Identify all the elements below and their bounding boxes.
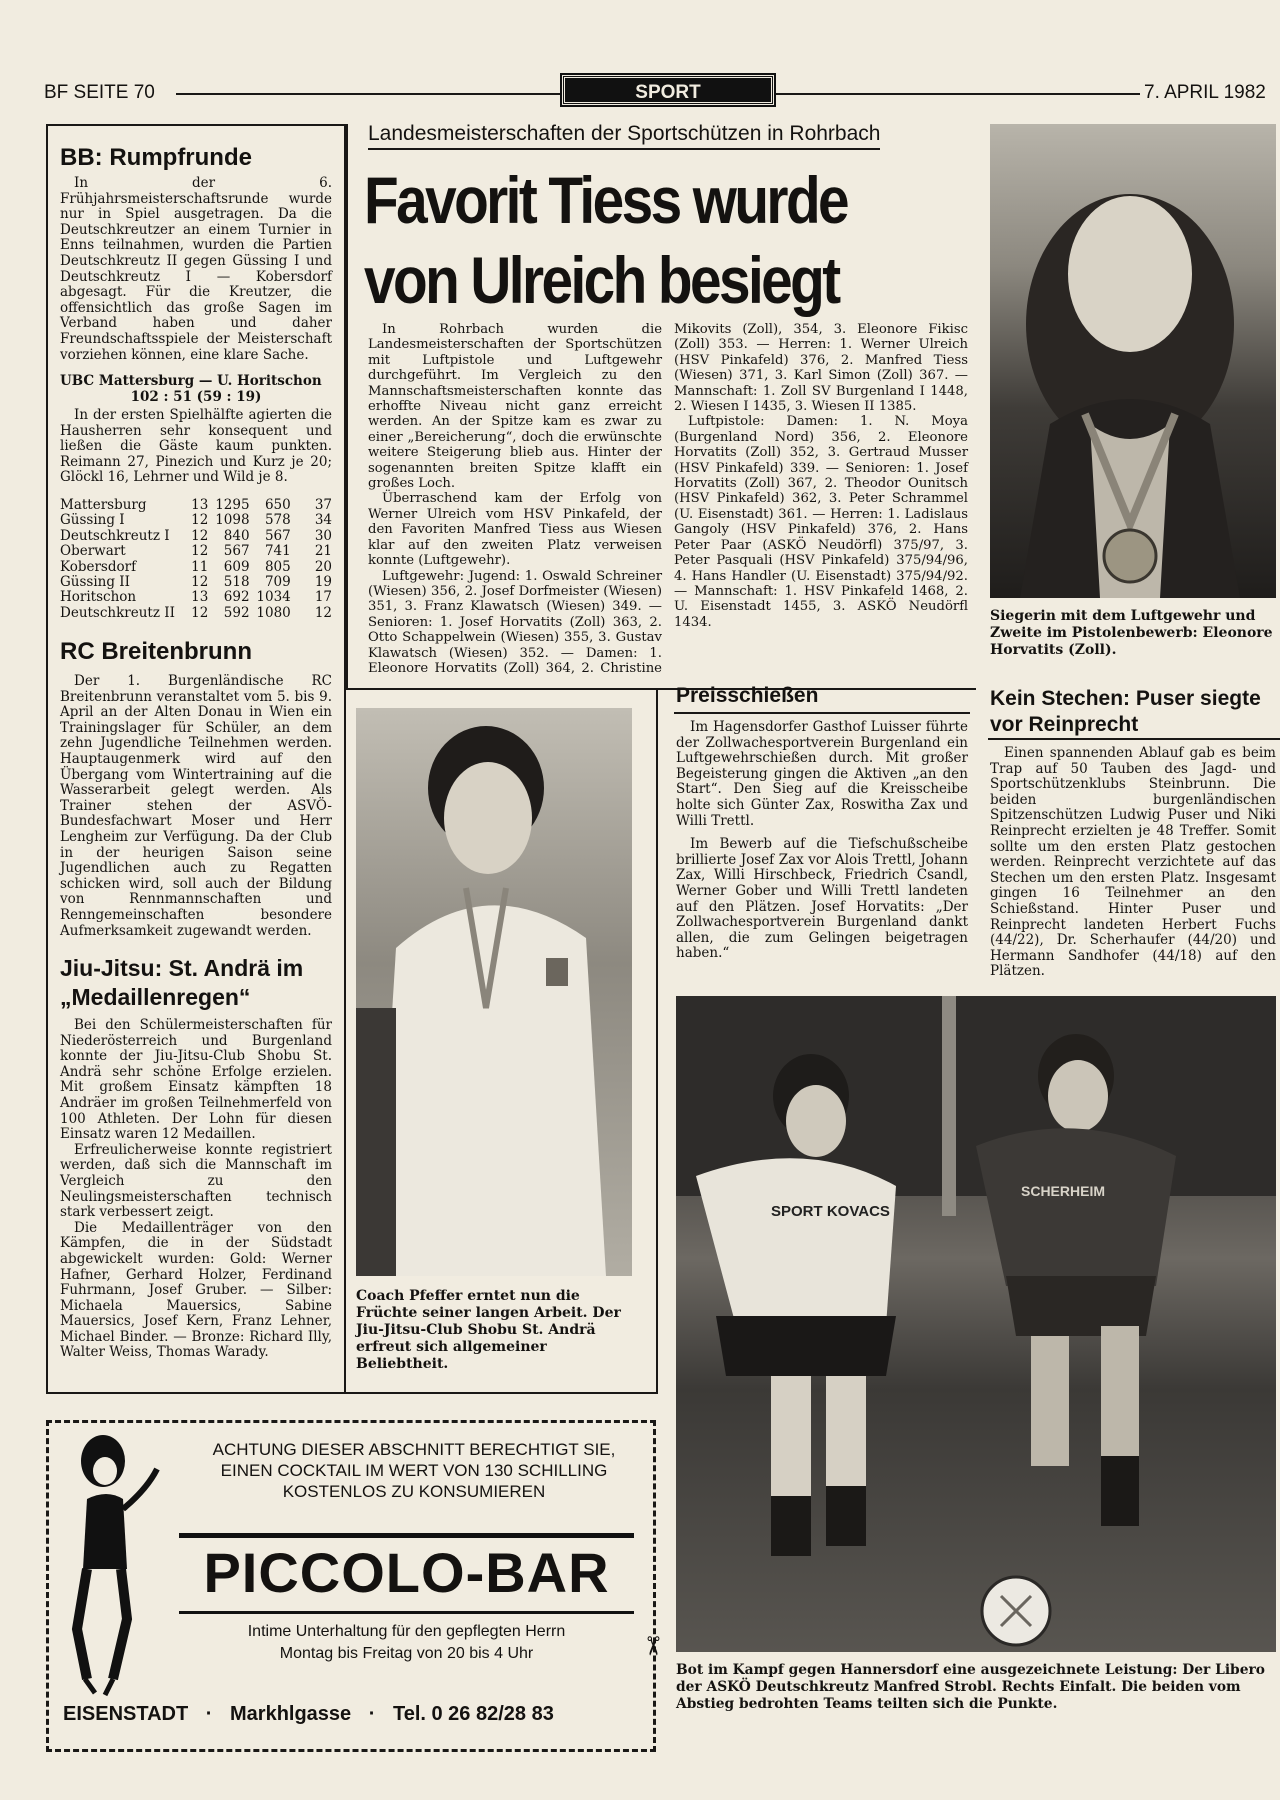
main-paragraph-2: Überraschend kam der Erfolg von Werner Ulreich vom HSV Pinkafeld, der den Favoriten Manfred Tiess aus Wiesen klar auf den zweiten Platz verweisen konnte (Luftgewehr). [368,491,662,569]
main-headline-line-2: von Ulreich besiegt [364,243,839,317]
standings-value: 12 [191,527,209,544]
standings-row [60,575,332,590]
standings-row [60,544,332,559]
ad-city: EISENSTADT [63,1703,189,1725]
photo-medal-winner-caption: Siegerin mit dem Luftgewehr und Zweite im Pistolenbewerb: Eleonore Horvatits (Zoll). [990,608,1273,658]
header-rule-right [776,93,1140,95]
ad-subtitle [179,1621,634,1665]
standings-value: 12 [191,574,209,591]
ad-name-rule-bottom [179,1611,634,1614]
main-headline [364,160,880,320]
standings-value: 840 [223,527,250,544]
standings-team: Mattersburg [60,497,147,513]
standings-value: 11 [191,558,209,575]
standings-value: 12 [191,604,209,621]
standings-value: 1080 [256,604,291,621]
coach-figure [356,708,632,1276]
bb-text: In der 6. Frühjahrsmeisterschaftsrunde wurde nur in Spiel ausgetragen. Da die Deutschkreutzer an einem Turnier in Enns teilnahmen, wurden die Partien Deutschkreutz II gegen Güssing I und Deutschkreutz I — Kobersdorf abgesagt. Für die Kreutzer, die offensichtlich das große Sagen im Verband haben und daher Freundschaftsspiele der Meisterschaft vorziehen können, eine klare Sache. [60,175,332,363]
ad-voucher-line-1: ACHTUNG DIESER ABSCHNITT BERECHTIGT SIE, [212,1440,616,1459]
jj-paragraph-3: Die Medaillenträger von den Kämpfen, die in der Südstadt abgewickelt wurden: Gold: Werner Hafner, Gerhard Holzer, Ferdinand Fuhrmann, Josef Gruber. — Silber: Michaela Mauersics, Sabine Mauersics, Josef Kern, Franz Lehner, Michael Binder. — Bronze: Richard Illy, Walter Weiss, Thomas Warady. [60,1219,332,1361]
main-story-body [368,322,968,686]
jj-headline: Jiu-Jitsu: St. Andrä im „Medaillenregen“ [60,955,304,1010]
main-headline-line-1: Favorit Tiess wurde [364,163,848,237]
ad-phone: Tel. 0 26 82/28 83 [392,1703,554,1725]
main-paragraph-4: Luftpistole: Damen: 1. N. Moya (Burgenland Nord) 356, 2. Eleonore Horvatits (Zoll) 352, 3. Gertraud Musser (HSV Pinkafeld) 339. — Senioren: 1. Josef Horvatits (Zoll) 367, 2. Theodor Ounitsch (HSV Pinkafeld) 362, 3. Peter Schrammel (U. Eisenstadt) 361. — Herren: 1. Ladislaus Gangoly (HSV Pinkafeld) 376, 2. Hans Peter Paar (ASKÖ Neudörfl) 375/97, 3. Peter Pasquali (HSV Pinkafeld) 375/94/96, 4. Hans Handler (U. Eisenstadt) 375/94/92. — Mannschaft: 1. HSV Pinkafeld 1468, 2. U. Eisenstadt 1455, 3. ASKÖ Neudörfl 1434. [674,414,968,630]
stechen-paragraph: Einen spannenden Ablauf gab es beim Trap auf 50 Tauben des Jagd- und Sportschützenklubs Steinbrunn. Die beiden burgenländischen Spitzenschützen Ludwig Puser und Niki Reinprecht erzielten je 48 Treffer. Somit sollte um den ersten Platz gestochen werden. Reinprecht verzichtete auf das Stechen um den ersten Platz. Insgesamt gingen 16 Teilnehmer an den Schießstand. Hinter Puser und Reinprecht landeten Herbert Fuchs (44/22), Dr. Scherhaufer (44/20) und Hermann Sandhofer (44/18) auf den Plätzen. [990,745,1276,980]
issue-date: 7. APRIL 1982 [1144,82,1266,103]
shirt-sponsor-right: SCHERHEIM [1021,1183,1106,1199]
standings-team: Deutschkreutz I [60,527,170,544]
main-paragraph-1: In Rohrbach wurden die Landesmeisterschaften der Sportschützen mit Luftpistole und Luftgewehr durchgeführt. Im Vergleich zu den Mannschaftsmeisterschaften konnte das erhoffte Niveau nicht ganz erreicht werden. An der Spitze kam es zwar zu einer „Bereicherung“, doch die erwünschte weitere Steigerung blieb aus. Hinter der sogenannten breiten Spitze klafft ein großes Loch. [368,322,662,492]
stechen-headline: Kein Stechen: Puser siegte vor Reinprecht [990,687,1261,736]
standings-value: 12 [191,543,209,560]
rc-headline: RC Breitenbrunn [60,638,252,665]
medal-icon [1104,530,1156,582]
jj-paragraph-1: Bei den Schülermeisterschaften für Niederösterreich und Burgenland konnte der Jiu-Jitsu-Club Shobu St. Andrä sehr schöne Erfolge erzielen. Mit großem Einsatz kämpften 18 Andräer im großen Teilnehmerfeld von 100 Athleten. Der Lohn für diesen Einsatz waren 12 Medaillen. [60,1017,332,1143]
ad-voucher-line-3: KOSTENLOS ZU KONSUMIEREN [282,1482,546,1501]
club-badge-icon [546,958,568,986]
standings-value: 1034 [256,589,291,606]
main-paragraph-3: Luftgewehr: Jugend: 1. Oswald Schreiner (Wiesen) 356, 2. Josef Dorfmeister (Wiesen) 351, 3. Franz Klawatsch (Wiesen) 349. — Senioren: 1. Josef Horvatits (Zoll) 363, 2. Otto Schappelwein (Wiesen) 355, 3. Gustav Klawatsch (Wiesen) 352. — Damen: 1. Eleonore Horvatits (Zoll) 364, 2. Christine Mikovits (Zoll), 354, 3. Eleonore Fikisc (Zoll) 353. — Herren: 1. Werner Ulreich (HSV Pinkafeld) 376, 2. Manfred Tiess (Wiesen) 371, 3. Karl Simon (Zoll) 367. — Mannschaft: 1. Zoll SV Burgenland I 1448, 2. Wiesen I 1435, 3. Wiesen II 1385. [368,322,968,676]
preis-article [676,720,968,962]
standings-value: 13 [191,589,209,606]
standings-value: 21 [314,543,332,560]
standings-team: Oberwart [60,543,126,560]
standings-value: 12 [191,512,209,529]
section-label: SPORT [562,75,774,105]
standings-value: 12 [314,604,332,621]
standings-value: 30 [314,527,332,544]
stechen-rule [988,738,1280,740]
page-number: BF SEITE 70 [44,82,155,103]
main-story-frame-left [346,124,348,690]
standings-row [60,513,332,528]
preis-paragraph-1: Im Hagensdorfer Gasthof Luisser führte der Zollwachesportverein Burgenland ein Luftgewehrschießen durch. Mit großer Begeisterung gingen die Aktiven „an den Start“. Den Sieg auf die Kreisscheibe holte sich Günter Zax, Roswitha Zax und Willi Trettl. [676,719,968,829]
ad-lady-illustration [57,1429,167,1699]
standings-value: 567 [223,543,250,560]
photo-medal-winner [990,124,1276,598]
ad-voucher-text [179,1439,649,1502]
standings-value: 17 [314,589,332,606]
match-title: UBC Mattersburg — U. Horitschon [60,373,322,389]
standings-team: Deutschkreutz II [60,604,175,621]
scissors-icon: ✂ [636,1635,667,1657]
ad-separator: · [205,1703,213,1725]
standings-value: 518 [223,574,250,591]
match-score: 102 : 51 (59 : 19) [130,388,262,405]
photo-coach-caption: Coach Pfeffer erntet nun die Früchte seiner langen Arbeit. Der Jiu-Jitsu-Club Shobu St. Andrä erfreut sich allgemeiner Beliebtheit. [356,1288,621,1372]
bb-headline: BB: Rumpfrunde [60,144,252,171]
standings-team: Kobersdorf [60,558,137,575]
standings-value: 20 [314,558,332,575]
match-text: In der ersten Spielhälfte agierten die Hausherren sehr konsequent und ließen die Gäste kaum punkten. Reimann 27, Pinezich und Kurz je 20; Glöckl 16, Lehrner und Wild je 8. [60,407,332,486]
standings-value: 592 [223,604,250,621]
preis-headline: Preisschießen [676,684,819,707]
ad-subtitle-line-1: Intime Unterhaltung für den gepflegten Herrn [247,1623,566,1640]
ad-address [63,1703,653,1726]
standings-value: 37 [314,497,332,513]
jj-paragraph-2: Erfreulicherweise konnte registriert werden, daß sich die Mannschaft im Vergleich zu den Neulingsmeisterschaften technisch stark verbessert zeigt. [60,1141,332,1221]
photo-soccer [676,996,1276,1652]
standings-value: 609 [223,558,250,575]
preis-rule [674,712,970,714]
left-column-box [46,124,346,1394]
standings-value: 567 [264,527,291,544]
standings-team: Güssing II [60,574,130,591]
preis-paragraph-2: Im Bewerb auf die Tiefschußscheibe brillierte Josef Zax vor Alois Trettl, Johann Zax, Willi Hirschbeck, Friedrich Csandl, Werner Gober und Willi Trettl landeten auf den Plätzen. Josef Horvatits: „Der Zollwachesportverein Burgenland dankt allen, die zum Gelingen beigetragen haben.“ [676,836,968,962]
bb-article [60,176,332,363]
standings-row [60,590,332,605]
standings-team: Güssing I [60,512,125,529]
medal-winner-figure [990,124,1276,598]
match-report [60,408,332,486]
standings-row [60,560,332,575]
standings-value: 13 [191,497,209,513]
ad-voucher-line-2: EINEN COCKTAIL IM WERT VON 130 SCHILLING [220,1461,608,1480]
standings-value: 1295 [215,497,250,513]
rc-text: Der 1. Burgenländische RC Breitenbrunn veranstaltet vom 5. bis 9. April an der Alten Donau in Wien ein Trainingslager für Schüler, an dem zehn Jugendliche Teilnehmen werden. Hauptaugenmerk wird auf den Übergang vom Wintertraining auf die Wasserarbeit gelegt werden. Als Trainer stehen der ASVÖ-Bundesfachwart Moser und Herr Lengheim zur Verfügung. Da der Club in der heurigen Saison seine Jugendlichen auch zu Regatten schicken wird, soll auch der Bildung von Rennmannschaften und Renngemeinschaften besondere Aufmerksamkeit zugewandt werden. [60,673,332,939]
header-rule-left [176,93,562,95]
photo-soccer-caption: Bot im Kampf gegen Hannersdorf eine ausgezeichnete Leistung: Der Libero der ASKÖ Deutschkreutz Manfred Strobl. Rechts Einfalt. Die beiden vom Abstieg bedrohten Teams teilten sich die Punkte. [676,1662,1265,1712]
rc-article [60,674,332,939]
standings-table [60,498,332,621]
ad-coupon [46,1420,667,1752]
ad-bar-name: PICCOLO-BAR [203,1541,610,1604]
ad-subtitle-line-2: Montag bis Freitag von 20 bis 4 Uhr [279,1645,534,1662]
standings-row [60,498,332,513]
shirt-sponsor-left: SPORT KOVACS [771,1203,890,1220]
standings-value: 578 [264,512,291,529]
standings-value: 34 [314,512,332,529]
ad-street: Markhlgasse [230,1703,352,1725]
standings-row [60,529,332,544]
jj-article [60,1018,332,1361]
photo-coach [356,708,632,1276]
standings-value: 650 [264,497,291,513]
standings-value: 1098 [215,512,250,529]
stechen-article [990,746,1276,980]
standings-value: 19 [314,574,332,591]
match-heading [60,374,332,405]
standings-row [60,606,332,621]
ad-separator: · [368,1703,376,1725]
standings-value: 805 [264,558,291,575]
standings-value: 741 [264,543,291,560]
standings-team: Horitschon [60,589,137,606]
main-kicker: Landesmeisterschaften der Sportschützen in Rohrbach [368,122,880,150]
ad-name-rule-top [179,1533,634,1538]
standings-value: 709 [264,574,291,591]
standings-value: 692 [223,589,250,606]
soccer-scene [676,996,1276,1652]
